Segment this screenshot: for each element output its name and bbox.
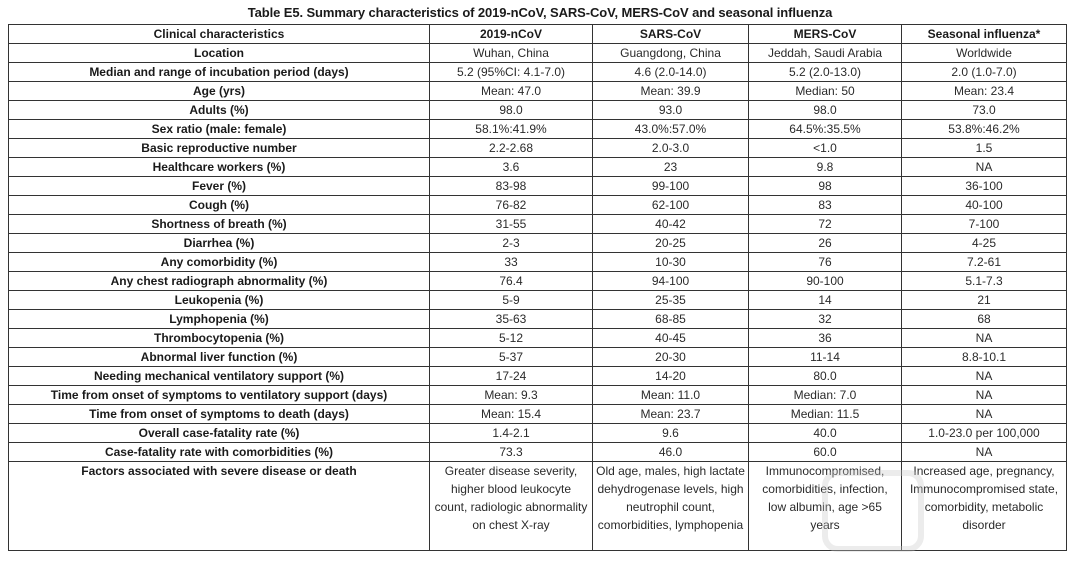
cell-value: 83 xyxy=(749,196,902,215)
cell-value: 40-45 xyxy=(593,329,749,348)
cell-value: 14-20 xyxy=(593,367,749,386)
table-row xyxy=(9,443,1067,462)
cell-value: Mean: 9.3 xyxy=(430,386,593,405)
cell-value: Increased age, pregnancy, Immunocompromised state, comorbidity, metabolic disorder xyxy=(902,462,1067,551)
cell-value: <1.0 xyxy=(749,139,902,158)
cell-value: 2-3 xyxy=(430,234,593,253)
header-2019-ncov: 2019-nCoV xyxy=(430,25,593,44)
cell-value: 53.8%:46.2% xyxy=(902,120,1067,139)
cell-value: 9.6 xyxy=(593,424,749,443)
cell-value: 32 xyxy=(749,310,902,329)
cell-value: Guangdong, China xyxy=(593,44,749,63)
header-clinical-characteristics: Clinical characteristics xyxy=(9,25,430,44)
cell-value: Worldwide xyxy=(902,44,1067,63)
row-label: Case-fatality rate with comorbidities (%) xyxy=(9,443,430,462)
cell-value: Mean: 23.4 xyxy=(902,82,1067,101)
cell-value: 5-37 xyxy=(430,348,593,367)
table-row xyxy=(9,424,1067,443)
row-label: Diarrhea (%) xyxy=(9,234,430,253)
row-label: Time from onset of symptoms to death (days) xyxy=(9,405,430,424)
cell-value: 3.6 xyxy=(430,158,593,177)
table-row xyxy=(9,139,1067,158)
table-row xyxy=(9,158,1067,177)
row-label: Adults (%) xyxy=(9,101,430,120)
table-row xyxy=(9,120,1067,139)
cell-value: 43.0%:57.0% xyxy=(593,120,749,139)
cell-value: NA xyxy=(902,329,1067,348)
table-row xyxy=(9,310,1067,329)
cell-value: Immunocompromised, comorbidities, infection, low albumin, age >65 years xyxy=(749,462,902,551)
cell-value: 9.8 xyxy=(749,158,902,177)
cell-value: 4-25 xyxy=(902,234,1067,253)
cell-value: 2.0-3.0 xyxy=(593,139,749,158)
cell-value: 94-100 xyxy=(593,272,749,291)
row-label: Overall case-fatality rate (%) xyxy=(9,424,430,443)
cell-value: NA xyxy=(902,367,1067,386)
cell-value: 1.4-2.1 xyxy=(430,424,593,443)
cell-value: 5.1-7.3 xyxy=(902,272,1067,291)
cell-value: 20-25 xyxy=(593,234,749,253)
row-label: Thrombocytopenia (%) xyxy=(9,329,430,348)
cell-value: Wuhan, China xyxy=(430,44,593,63)
cell-value: 90-100 xyxy=(749,272,902,291)
row-label: Any comorbidity (%) xyxy=(9,253,430,272)
cell-value: 10-30 xyxy=(593,253,749,272)
cell-value: 2.2-2.68 xyxy=(430,139,593,158)
header-sars-cov: SARS-CoV xyxy=(593,25,749,44)
header-seasonal-influenza: Seasonal influenza* xyxy=(902,25,1067,44)
table-row xyxy=(9,253,1067,272)
table-row xyxy=(9,44,1067,63)
header-row xyxy=(9,25,1067,44)
table-title: Table E5. Summary characteristics of 2019-nCoV, SARS-CoV, MERS-CoV and seasonal influenza xyxy=(247,5,833,20)
cell-value: 72 xyxy=(749,215,902,234)
row-label: Time from onset of symptoms to ventilatory support (days) xyxy=(9,386,430,405)
cell-value: 83-98 xyxy=(430,177,593,196)
cell-value: 7-100 xyxy=(902,215,1067,234)
cell-value: 36-100 xyxy=(902,177,1067,196)
cell-value: NA xyxy=(902,158,1067,177)
row-label: Cough (%) xyxy=(9,196,430,215)
cell-value: 5.2 (95%CI: 4.1-7.0) xyxy=(430,63,593,82)
cell-value: 8.8-10.1 xyxy=(902,348,1067,367)
cell-value: 7.2-61 xyxy=(902,253,1067,272)
table-body xyxy=(9,44,1067,551)
cell-value: 64.5%:35.5% xyxy=(749,120,902,139)
cell-value: 23 xyxy=(593,158,749,177)
cell-value: Mean: 15.4 xyxy=(430,405,593,424)
cell-value: 25-35 xyxy=(593,291,749,310)
cell-value: 21 xyxy=(902,291,1067,310)
cell-value: Mean: 47.0 xyxy=(430,82,593,101)
cell-value: 76 xyxy=(749,253,902,272)
cell-value: 1.0-23.0 per 100,000 xyxy=(902,424,1067,443)
cell-value: Jeddah, Saudi Arabia xyxy=(749,44,902,63)
cell-value: 93.0 xyxy=(593,101,749,120)
header-mers-cov: MERS-CoV xyxy=(749,25,902,44)
cell-value: 58.1%:41.9% xyxy=(430,120,593,139)
cell-value: Greater disease severity, higher blood leukocyte count, radiologic abnormality on chest X-ray xyxy=(430,462,593,551)
table-row xyxy=(9,215,1067,234)
cell-value: 36 xyxy=(749,329,902,348)
row-label: Any chest radiograph abnormality (%) xyxy=(9,272,430,291)
table-row xyxy=(9,348,1067,367)
cell-value: Mean: 23.7 xyxy=(593,405,749,424)
cell-value: NA xyxy=(902,443,1067,462)
row-label: Median and range of incubation period (days) xyxy=(9,63,430,82)
cell-value: 60.0 xyxy=(749,443,902,462)
cell-value: 73.3 xyxy=(430,443,593,462)
table-row xyxy=(9,462,1067,551)
table-row xyxy=(9,329,1067,348)
cell-value: 99-100 xyxy=(593,177,749,196)
cell-value: Median: 7.0 xyxy=(749,386,902,405)
table-row xyxy=(9,386,1067,405)
cell-value: 98.0 xyxy=(430,101,593,120)
cell-value: Old age, males, high lactate dehydrogenase levels, high neutrophil count, comorbidities, lymphopenia xyxy=(593,462,749,551)
cell-value: NA xyxy=(902,405,1067,424)
cell-value: 5-9 xyxy=(430,291,593,310)
row-label: Factors associated with severe disease or death xyxy=(9,462,430,551)
row-label: Leukopenia (%) xyxy=(9,291,430,310)
table-row xyxy=(9,177,1067,196)
table-row xyxy=(9,101,1067,120)
row-label: Sex ratio (male: female) xyxy=(9,120,430,139)
table-row xyxy=(9,234,1067,253)
table-row xyxy=(9,82,1067,101)
row-label: Fever (%) xyxy=(9,177,430,196)
cell-value: 98 xyxy=(749,177,902,196)
cell-value: 1.5 xyxy=(902,139,1067,158)
cell-value: 73.0 xyxy=(902,101,1067,120)
cell-value: 62-100 xyxy=(593,196,749,215)
cell-value: NA xyxy=(902,386,1067,405)
cell-value: 5-12 xyxy=(430,329,593,348)
table-row xyxy=(9,405,1067,424)
cell-value: 80.0 xyxy=(749,367,902,386)
row-label: Abnormal liver function (%) xyxy=(9,348,430,367)
cell-value: 68-85 xyxy=(593,310,749,329)
table-row xyxy=(9,63,1067,82)
table-row xyxy=(9,291,1067,310)
cell-value: 40-100 xyxy=(902,196,1067,215)
summary-table xyxy=(8,24,1067,551)
cell-value: 14 xyxy=(749,291,902,310)
cell-value: 76-82 xyxy=(430,196,593,215)
cell-value: 20-30 xyxy=(593,348,749,367)
cell-value: 46.0 xyxy=(593,443,749,462)
cell-value: Mean: 39.9 xyxy=(593,82,749,101)
cell-value: 26 xyxy=(749,234,902,253)
row-label: Lymphopenia (%) xyxy=(9,310,430,329)
cell-value: 98.0 xyxy=(749,101,902,120)
row-label: Needing mechanical ventilatory support (%) xyxy=(9,367,430,386)
table-row xyxy=(9,196,1067,215)
row-label: Age (yrs) xyxy=(9,82,430,101)
cell-value: 17-24 xyxy=(430,367,593,386)
table-row xyxy=(9,367,1067,386)
cell-value: 40-42 xyxy=(593,215,749,234)
cell-value: 76.4 xyxy=(430,272,593,291)
cell-value: 40.0 xyxy=(749,424,902,443)
table-row xyxy=(9,272,1067,291)
cell-value: 5.2 (2.0-13.0) xyxy=(749,63,902,82)
cell-value: Mean: 11.0 xyxy=(593,386,749,405)
cell-value: 4.6 (2.0-14.0) xyxy=(593,63,749,82)
row-label: Basic reproductive number xyxy=(9,139,430,158)
cell-value: Median: 50 xyxy=(749,82,902,101)
row-label: Shortness of breath (%) xyxy=(9,215,430,234)
cell-value: Median: 11.5 xyxy=(749,405,902,424)
row-label: Healthcare workers (%) xyxy=(9,158,430,177)
cell-value: 31-55 xyxy=(430,215,593,234)
cell-value: 68 xyxy=(902,310,1067,329)
cell-value: 11-14 xyxy=(749,348,902,367)
row-label: Location xyxy=(9,44,430,63)
cell-value: 35-63 xyxy=(430,310,593,329)
cell-value: 33 xyxy=(430,253,593,272)
cell-value: 2.0 (1.0-7.0) xyxy=(902,63,1067,82)
